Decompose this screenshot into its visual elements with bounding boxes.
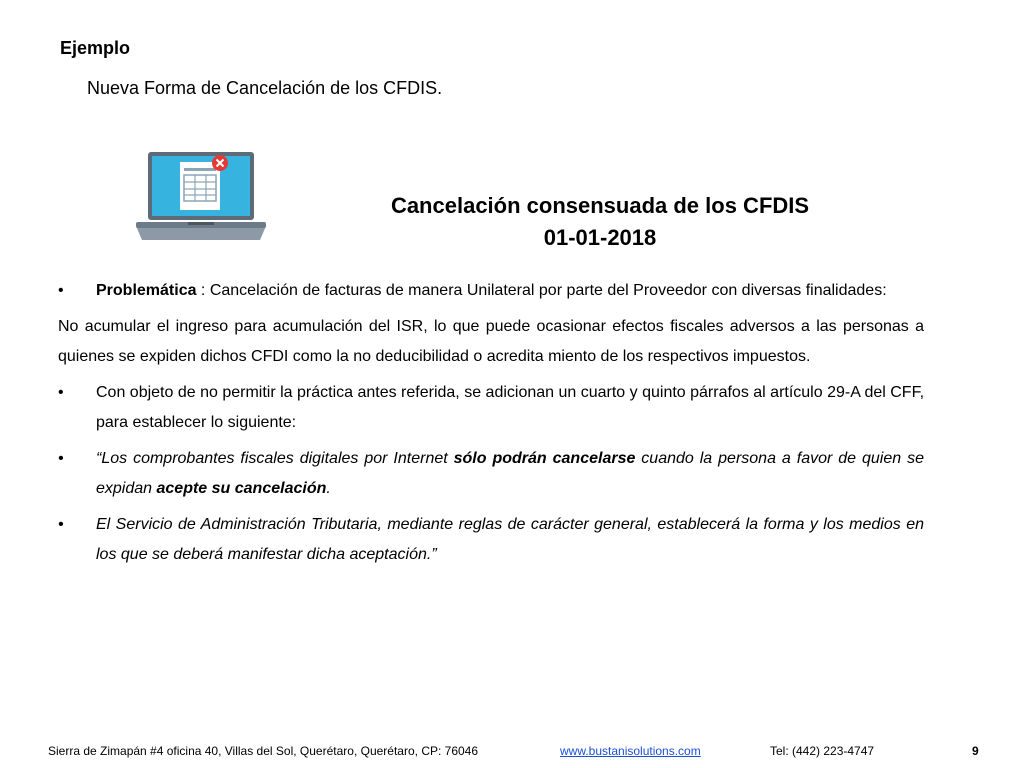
bullet-item-text: Con objeto de no permitir la práctica antes referida, se adicionan un cuarto y quinto párrafos al artículo 29-A del CFF, para establecer lo siguiente: — [96, 384, 925, 431]
slide-heading: Ejemplo — [60, 38, 131, 58]
footer-phone: Tel: (442) 223-4747 — [770, 744, 875, 758]
bullet-marker: • — [58, 516, 64, 533]
footer-address: Sierra de Zimapán #4 oficina 40, Villas del Sol, Querétaro, Querétaro, CP: 76046 — [48, 744, 479, 758]
slide-title-line1: Cancelación consensuada de los CFDIS — [390, 193, 810, 218]
bullet-item-text: : Cancelación de facturas de manera Unilateral por parte del Proveedor con diversas finalidades: — [196, 282, 887, 299]
footer-website-link[interactable]: www.bustanisolutions.com — [560, 744, 701, 758]
laptop-with-cancelled-document-icon — [134, 150, 268, 246]
slide-title — [320, 190, 880, 254]
quote-text: . — [326, 480, 331, 497]
slide-title-date: 01-01-2018 — [543, 225, 657, 250]
slide-content — [58, 276, 924, 576]
quote-text: El Servicio de Administración Tributaria, mediante reglas de carácter general, establecerá la forma y los medios en los que se deberá manifestar dicha aceptación.” — [96, 516, 924, 563]
quote-text: cuando la persona a favor de quien se expidan — [96, 450, 924, 497]
bullet-item-quote-2 — [58, 510, 924, 570]
quote-text: “Los comprobantes fiscales digitales por Internet — [96, 450, 454, 467]
bullet-item-bold-label: Problemática — [96, 282, 197, 299]
bullet-marker: • — [58, 450, 64, 467]
bullet-item-problematica — [58, 276, 924, 306]
page-number: 9 — [972, 744, 979, 758]
bullet-item-articulo — [58, 378, 924, 438]
bullet-item-quote-1 — [58, 444, 924, 504]
quote-bold-text: sólo podrán cancelarse — [453, 450, 636, 467]
body-paragraph: No acumular el ingreso para acumulación del ISR, lo que puede ocasionar efectos fiscales adversos a las personas a quienes se expiden dichos CFDI como la no deducibilidad o acredita miento de los respectivos impuestos. — [58, 318, 924, 365]
bullet-marker: • — [58, 282, 64, 299]
slide-subheading: Nueva Forma de Cancelación de los CFDIS. — [87, 78, 443, 98]
quote-bold-text: acepte su cancelación — [156, 480, 327, 497]
bullet-marker: • — [58, 384, 64, 401]
